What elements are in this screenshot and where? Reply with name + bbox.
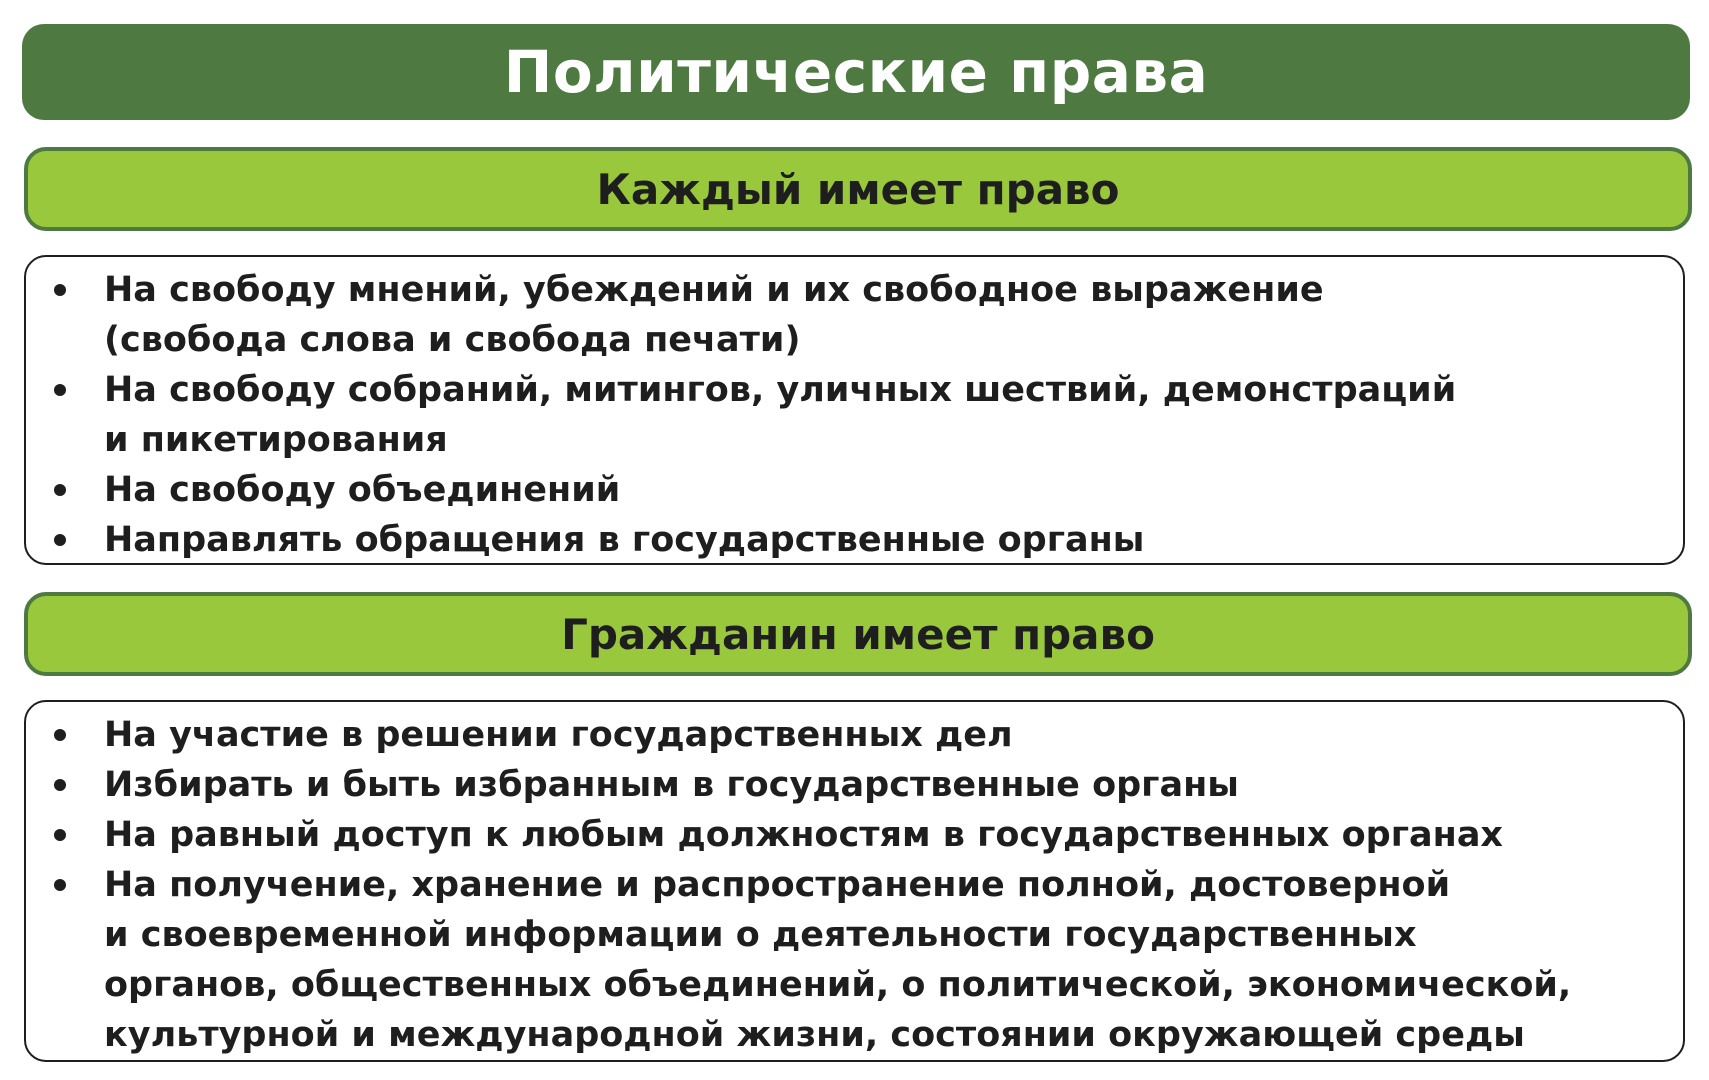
list-item-line: Направлять обращения в государственные органы bbox=[104, 520, 1145, 560]
title-banner bbox=[22, 24, 1690, 120]
list-item-line: и пикетирования bbox=[104, 420, 448, 460]
bullet-icon bbox=[54, 534, 66, 546]
list-item-line: На получение, хранение и распространение полной, достоверной bbox=[104, 865, 1451, 905]
page-title: Политические права bbox=[503, 38, 1209, 106]
list-item-line: культурной и международной жизни, состоянии окружающей среды bbox=[104, 1015, 1525, 1055]
section-heading-label: Гражданин имеет право bbox=[561, 609, 1155, 659]
list-item-line: органов, общественных объединений, о политической, экономической, bbox=[104, 965, 1572, 1005]
bullet-icon bbox=[54, 484, 66, 496]
bullet-icon bbox=[54, 879, 66, 891]
list-item-line: и своевременной информации о деятельности государственных bbox=[104, 915, 1417, 955]
list-item-line: На участие в решении государственных дел bbox=[104, 715, 1013, 755]
rights-list-everyone bbox=[24, 255, 1685, 565]
section-heading-everyone bbox=[24, 147, 1692, 231]
section-heading-label: Каждый имеет право bbox=[596, 164, 1120, 214]
list-item-line: На свободу объединений bbox=[104, 470, 621, 510]
bullet-icon bbox=[54, 384, 66, 396]
bullet-icon bbox=[54, 829, 66, 841]
list-item-line: На равный доступ к любым должностям в государственных органах bbox=[104, 815, 1504, 855]
bullet-icon bbox=[54, 729, 66, 741]
rights-list-citizen bbox=[24, 700, 1685, 1062]
section-heading-citizen bbox=[24, 592, 1692, 676]
list-item-line: На свободу собраний, митингов, уличных шествий, демонстраций bbox=[104, 370, 1457, 410]
bullet-icon bbox=[54, 284, 66, 296]
list-item-line: Избирать и быть избранным в государственные органы bbox=[104, 765, 1239, 805]
bullet-icon bbox=[54, 779, 66, 791]
list-item-line: На свободу мнений, убеждений и их свободное выражение bbox=[104, 270, 1324, 310]
list-item-line: (свобода слова и свобода печати) bbox=[104, 320, 801, 360]
